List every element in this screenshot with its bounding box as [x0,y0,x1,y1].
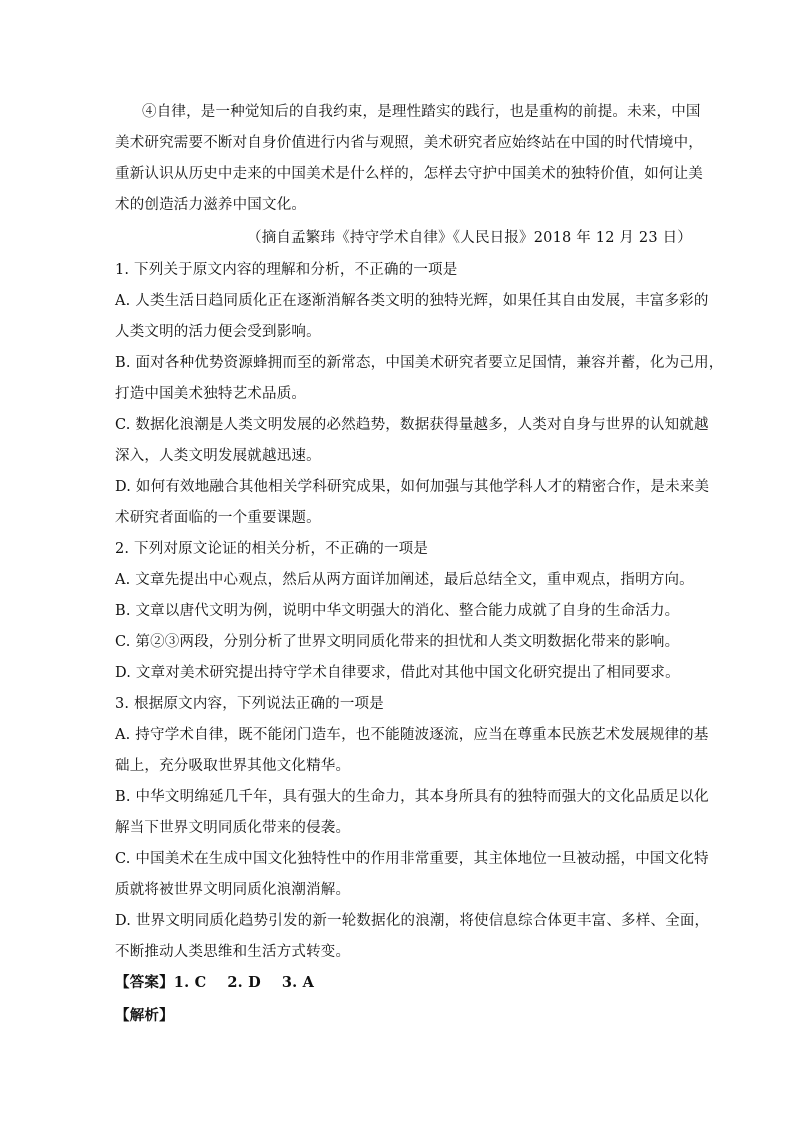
option-line: A. 文章先提出中心观点，然后从两方面详加阐述，最后总结全文，重申观点，指明方向。 [115,572,694,588]
option-line: A. 人类生活日趋同质化正在逐渐消解各类文明的独特光辉，如果任其自由发展，丰富多彩的 [115,293,709,309]
option-line: 深入，人类文明发展就越迅速。 [115,448,321,464]
option-line: 打造中国美术独特艺术品质。 [115,386,307,402]
option-line: D. 如何有效地融合其他相关学科研究成果，如何加强与其他学科人才的精密合作，是未来美 [115,479,710,495]
option-line: B. 文章以唐代文明为例，说明中华文明强大的消化、整合能力成就了自身的生命活力。 [115,603,680,619]
question-stem: 2. 下列对原文论证的相关分析，不正确的一项是 [115,541,429,557]
passage-line: 重新认识从历史中走来的中国美术是什么样的，怎样去守护中国美术的独特价值，如何让美 [115,166,703,182]
question-stem: 1. 下列关于原文内容的理解和分析，不正确的一项是 [115,262,458,278]
passage-source: （摘自孟繁玮《持守学术自律》《人民日报》2018 年 12 月 23 日） [247,230,692,246]
option-line: 础上，充分吸取世界其他文化精华。 [115,758,351,774]
passage-line: 美术研究需要不断对自身价值进行内省与观照，美术研究者应始终站在中国的时代情境中， [115,135,703,151]
option-line: B. 中华文明绵延几千年，具有强大的生命力，其本身所具有的独特而强大的文化品质足以化 [115,789,709,805]
option-line: C. 中国美术在生成中国文化独特性中的作用非常重要，其主体地位一旦被动摇，中国文化特 [115,851,709,867]
passage-line: 术的创造活力滋养中国文化。 [115,197,307,213]
passage-line: ④自律，是一种觉知后的自我约束，是理性踏实的践行，也是重构的前提。未来，中国 [142,104,701,120]
question-stem: 3. 根据原文内容，下列说法正确的一项是 [115,696,384,712]
analysis-heading: 【解析】 [115,1007,174,1024]
answer-line: 【答案】1. C 2. D 3. A [115,974,315,991]
option-line: 人类文明的活力便会受到影响。 [115,324,321,340]
option-line: 质就将被世界文明同质化浪潮消解。 [115,882,351,898]
option-line: D. 世界文明同质化趋势引发的新一轮数据化的浪潮，将使信息综合体更丰富、多样、全面， [115,913,710,929]
option-line: 解当下世界文明同质化带来的侵袭。 [115,820,351,836]
option-line: A. 持守学术自律，既不能闭门造车，也不能随波逐流，应当在尊重本民族艺术发展规律的基 [115,727,709,743]
option-line: B. 面对各种优势资源蜂拥而至的新常态，中国美术研究者要立足国情，兼容并蓄，化为己用， [115,355,724,371]
option-line: C. 数据化浪潮是人类文明发展的必然趋势，数据获得量越多，人类对自身与世界的认知就越 [115,417,709,433]
option-line: C. 第②③两段，分别分析了世界文明同质化带来的担忧和人类文明数据化带来的影响。 [115,634,680,650]
option-line: 不断推动人类思维和生活方式转变。 [115,944,351,960]
option-line: D. 文章对美术研究提出持守学术自律要求，借此对其他中国文化研究提出了相同要求。 [115,665,680,681]
option-line: 术研究者面临的一个重要课题。 [115,510,321,526]
